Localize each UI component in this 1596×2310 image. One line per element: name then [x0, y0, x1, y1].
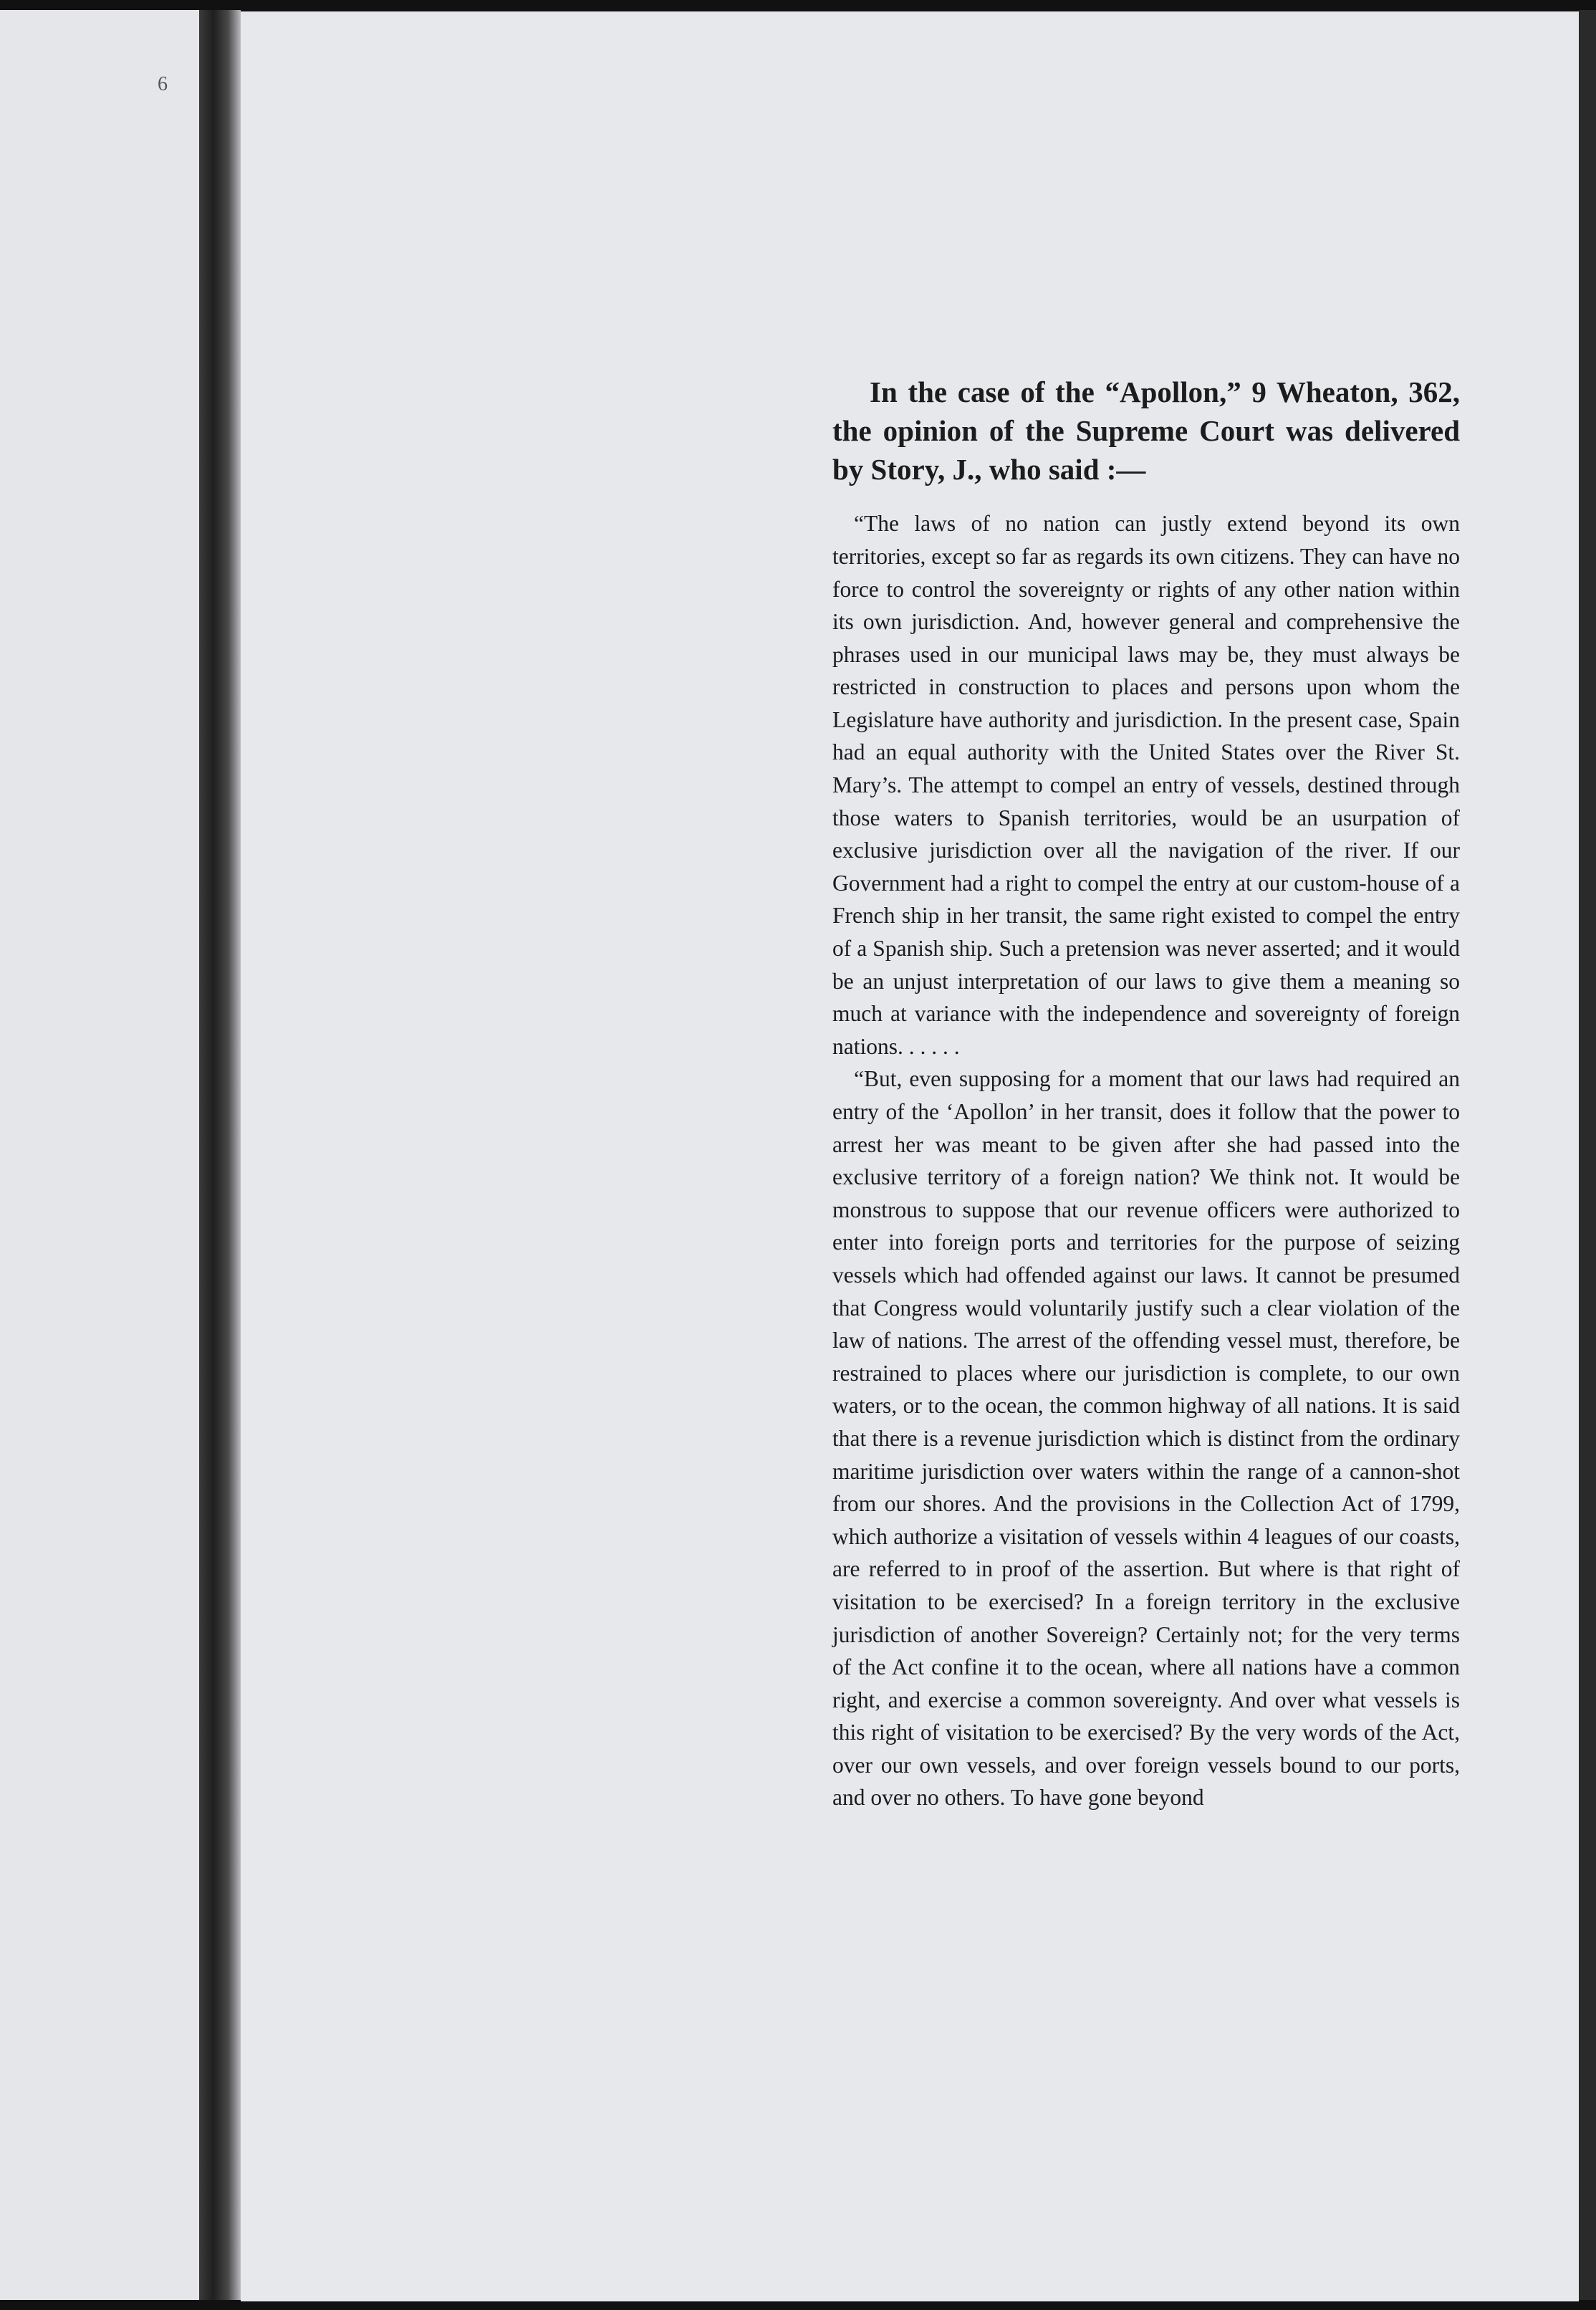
facing-page-edge: [0, 10, 199, 2300]
page-right-edge: [1579, 10, 1596, 2300]
section-heading: In the case of the “Apollon,” 9 Wheaton, 362, the opinion of the Supreme Court was delivered by Story, J., who said :—: [832, 375, 1460, 487]
text-block: [832, 373, 1460, 1814]
quote-paragraph-1: “The laws of no nation can justly extend beyond its own territories, except so far as regards its own citizens. They can have no force to control the sovereignty or rights of any other nation within its own jurisdiction. And, however general and comprehensive the phrases used in our municipal laws may be, they must always be restricted in construction to places and persons upon whom the Legislature have authority and jurisdiction. In the present case, Spain had an equal authority with the United States over the River St. Mary’s. The attempt to compel an entry of vessels, destined through those waters to Spanish territories, would be an usurpation of exclusive jurisdiction over all the navigation of the river. If our Government had a right to compel the entry at our custom-house of a French ship in her transit, the same right existed to compel the entry of a Spanish ship. Such a pretension was never asserted; and it would be an unjust interpretation of our laws to give them a meaning so much at variance with the independence and sovereignty of foreign nations. . . . . .: [832, 511, 1460, 1059]
page-number: 6: [158, 73, 168, 95]
book-gutter: [199, 10, 241, 2300]
quote-paragraph-2: “But, even supposing for a moment that our laws had required an entry of the ‘Apollon’ in her transit, does it follow that the power to arrest her was meant to be given after she had passed into the exclusive territory of a foreign nation? We think not. It would be monstrous to suppose that our revenue officers were authorized to enter into foreign ports and territories for the purpose of seizing vessels which had offended against our laws. It cannot be presumed that Congress would voluntarily justify such a clear violation of the law of nations. The arrest of the offending vessel must, therefore, be restrained to places where our jurisdiction is complete, to our own waters, or to the ocean, the common highway of all nations. It is said that there is a revenue jurisdiction which is distinct from the ordinary maritime jurisdiction over waters within the range of a cannon-shot from our shores. And the provisions in the Collection Act of 1799, which authorize a visitation of vessels within 4 leagues of our coasts, are referred to in proof of the assertion. But where is that right of visitation to be exercised? In a foreign territory in the exclusive jurisdiction of another Sovereign? Certainly not; for the very terms of the Act confine it to the ocean, where all nations have a common right, and exercise a common sovereignty. And over what vessels is this right of visitation to be exercised? By the very words of the Act, over our own vessels, and over foreign vessels bound to our ports, and over no others. To have gone beyond: [832, 1066, 1460, 1811]
